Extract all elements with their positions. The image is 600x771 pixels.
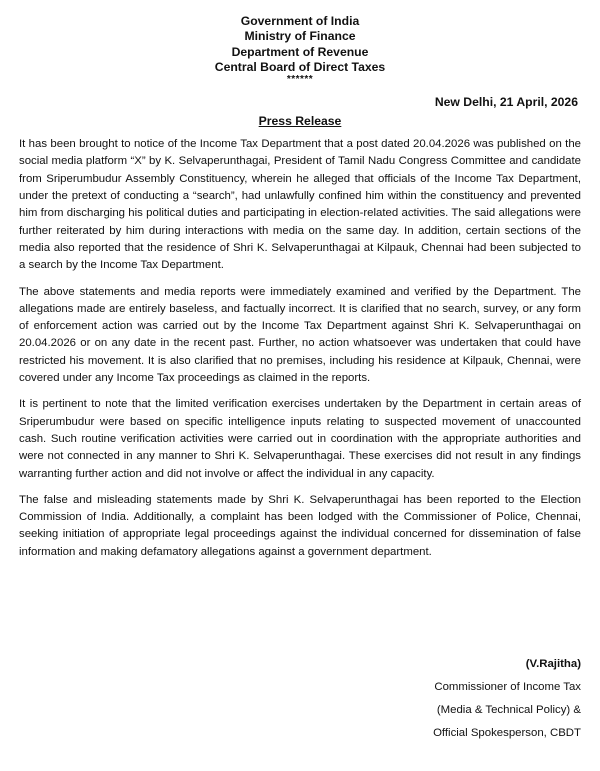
signatory-role: Official Spokesperson, CBDT xyxy=(433,727,581,739)
signatory-name: (V.Rajitha) xyxy=(525,658,581,670)
letterhead-department: Department of Revenue xyxy=(231,44,369,59)
signatory-department: (Media & Technical Policy) & xyxy=(436,704,581,716)
letterhead xyxy=(19,14,581,85)
signatory-designation: Commissioner of Income Tax xyxy=(434,681,581,693)
letterhead-board: Central Board of Direct Taxes xyxy=(214,59,386,74)
letterhead-government: Government of India xyxy=(240,14,360,28)
paragraph-1: It has been brought to notice of the Income Tax Department that a post dated 20.04.2026 was published on the social media platform “X” by K. Selvaperunthagai, President of Tamil Nadu Congress Committee and candidate from Sriperumbudur Assembly Constituency, wherein he alleged that officials of the Income Tax Department, under the pretext of conducting a “search”, had unlawfully confined him within the constituency and prevented him from discharging his political duties and participating in election-related activities. The said allegations were further reiterated by him during interactions with media on the same day. In addition, certain sections of the media also reported that the residence of Shri K. Selvaperunthagai at Kilpauk, Chennai had been subjected to a search by the Income Tax Department. xyxy=(19,138,581,272)
document-title xyxy=(19,114,581,129)
paragraph-3: It is pertinent to note that the limited verification exercises undertaken by the Department in certain areas of Sriperumbudur were based on specific intelligence inputs relating to suspected movement of unaccounted cash. Such routine verification activities were carried out in coordination with the appropriate authorities and were not connected in any manner to Shri K. Selvaperunthagai. These exercises did not result in any findings warranting further action and did not involve or affect the individual in any capacity. xyxy=(19,398,581,480)
paragraph-2: The above statements and media reports were immediately examined and verified by the Department. The allegations made are entirely baseless, and factually incorrect. It is clarified that no search, survey, or any form of enforcement action was carried out by the Income Tax Department against Shri K. Selvaperunthagai on 20.04.2026 or on any date in the recent past. Further, no action whatsoever was undertaken that could have restricted his movement. It is also clarified that no premises, including his residence at Kilpauk, Chennai, were covered under any Income Tax proceedings as claimed in the reports. xyxy=(19,285,581,385)
document-title-text: Press Release xyxy=(258,114,342,129)
signature-block xyxy=(433,657,581,741)
paragraph-4: The false and misleading statements made by Shri K. Selvaperunthagai has been reported to the Election Commission of India. Additionally, a complaint has been lodged with the Commissioner of Police, Chennai, seeking initiation of appropriate legal proceedings against the individual concerned for dissemination of false information and making defamatory allegations against a government department. xyxy=(19,493,581,558)
letterhead-separator: ****** xyxy=(286,74,314,86)
release-date: New Delhi, 21 April, 2026 xyxy=(434,95,578,110)
letterhead-ministry: Ministry of Finance xyxy=(244,29,356,44)
